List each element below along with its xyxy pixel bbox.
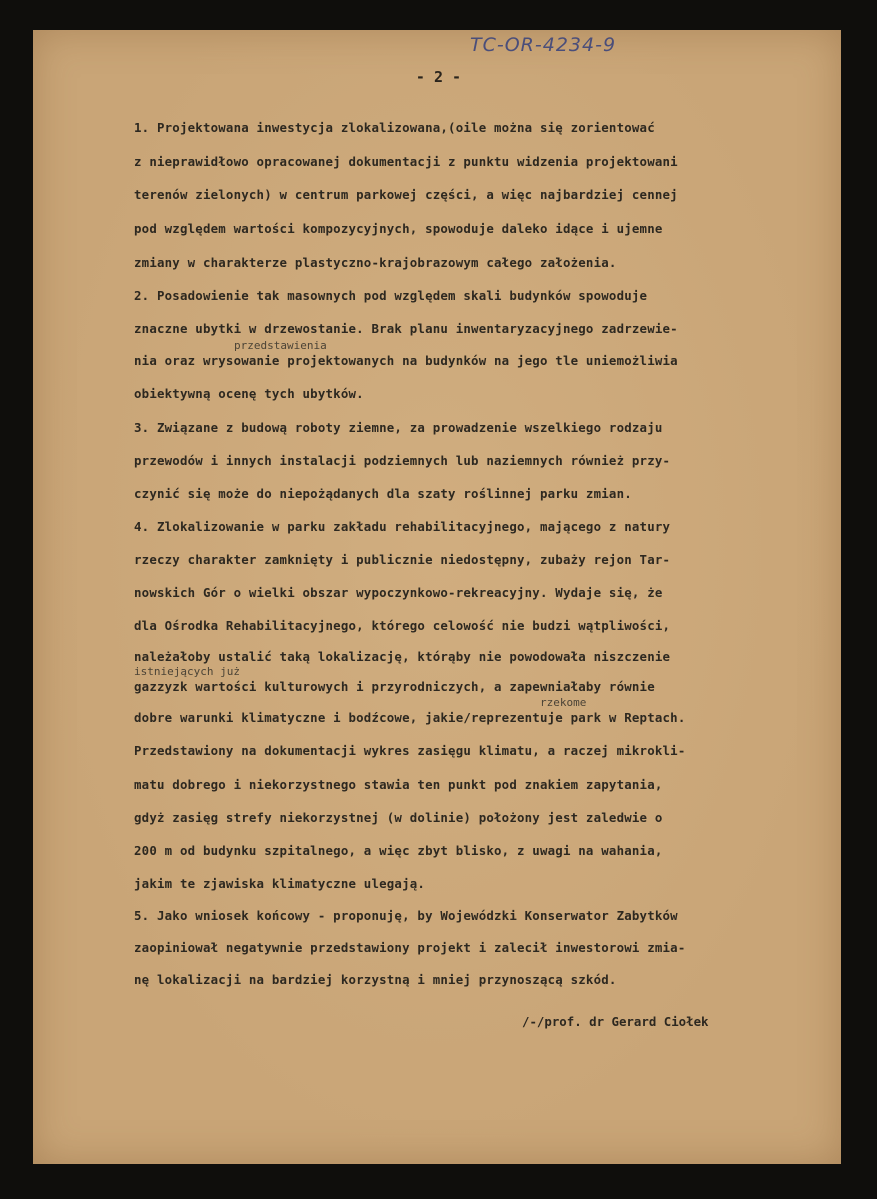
text-line: 4. Zlokalizowanie w parku zakładu rehabilitacyjnego, mającego z natury [134, 519, 671, 534]
text-line: terenów zielonych) w centrum parkowej części, a więc najbardziej cennej [134, 187, 678, 202]
text-line: zaopiniował negatywnie przedstawiony projekt i zalecił inwestorowi zmia- [134, 940, 686, 955]
interlinear-note: istniejących już [134, 665, 240, 678]
text-line: jakim te zjawiska klimatyczne ulegają. [134, 876, 426, 891]
text-line: czynić się może do niepożądanych dla szaty roślinnej parku zmian. [134, 486, 632, 501]
text-line: rzeczy charakter zamknięty i publicznie niedostępny, zubaży rejon Tar- [134, 552, 671, 567]
text-line: 5. Jako wniosek końcowy - proponuję, by Wojewódzki Konserwator Zabytków [134, 908, 678, 923]
text-line: z nieprawidłowo opracowanej dokumentacji z punktu widzenia projektowani [134, 154, 678, 169]
text-line: 200 m od budynku szpitalnego, a więc zbyt blisko, z uwagi na wahania, [134, 843, 663, 858]
text-line: nowskich Gór o wielki obszar wypoczynkowo-rekreacyjny. Wydaje się, że [134, 585, 663, 600]
handwritten-reference-number: TC-OR-4234-9 [470, 34, 617, 56]
text-line: nę lokalizacji na bardziej korzystną i mniej przynoszącą szkód. [134, 972, 617, 987]
interlinear-note: przedstawienia [234, 339, 327, 352]
interlinear-note: rzekome [540, 696, 587, 709]
text-line: matu dobrego i niekorzystnego stawia ten punkt pod znakiem zapytania, [134, 777, 663, 792]
text-line: dobre warunki klimatyczne i bodźcowe, jakie/reprezentuje park w Reptach. [134, 710, 686, 725]
text-line: obiektywną ocenę tych ubytków. [134, 386, 364, 401]
text-line: 1. Projektowana inwestycja zlokalizowana,(oile można się zorientować [134, 120, 655, 135]
page-number: - 2 - [415, 68, 462, 86]
signature: /-/prof. dr Gerard Ciołek [522, 1014, 709, 1029]
text-line: 3. Związane z budową roboty ziemne, za prowadzenie wszelkiego rodzaju [134, 420, 663, 435]
text-line: dla Ośrodka Rehabilitacyjnego, którego celowość nie budzi wątpliwości, [134, 618, 671, 633]
text-line: gazzyzk wartości kulturowych i przyrodniczych, a zapewniałaby równie [134, 679, 655, 694]
text-line: nia oraz wrysowanie projektowanych na budynków na jego tle uniemożliwia [134, 353, 678, 368]
text-line: Przedstawiony na dokumentacji wykres zasięgu klimatu, a raczej mikrokli- [134, 743, 686, 758]
text-line: należałoby ustalić taką lokalizację, którąby nie powodowała niszczenie [134, 649, 671, 664]
text-line: gdyż zasięg strefy niekorzystnej (w dolinie) położony jest zaledwie o [134, 810, 663, 825]
text-line: znaczne ubytki w drzewostanie. Brak planu inwentaryzacyjnego zadrzewie- [134, 321, 678, 336]
text-line: zmiany w charakterze plastyczno-krajobrazowym całego założenia. [134, 255, 617, 270]
text-line: pod względem wartości kompozycyjnych, spowoduje daleko idące i ujemne [134, 221, 663, 236]
text-line: 2. Posadowienie tak masownych pod względem skali budynków spowoduje [134, 288, 648, 303]
text-line: przewodów i innych instalacji podziemnych lub naziemnych również przy- [134, 453, 671, 468]
